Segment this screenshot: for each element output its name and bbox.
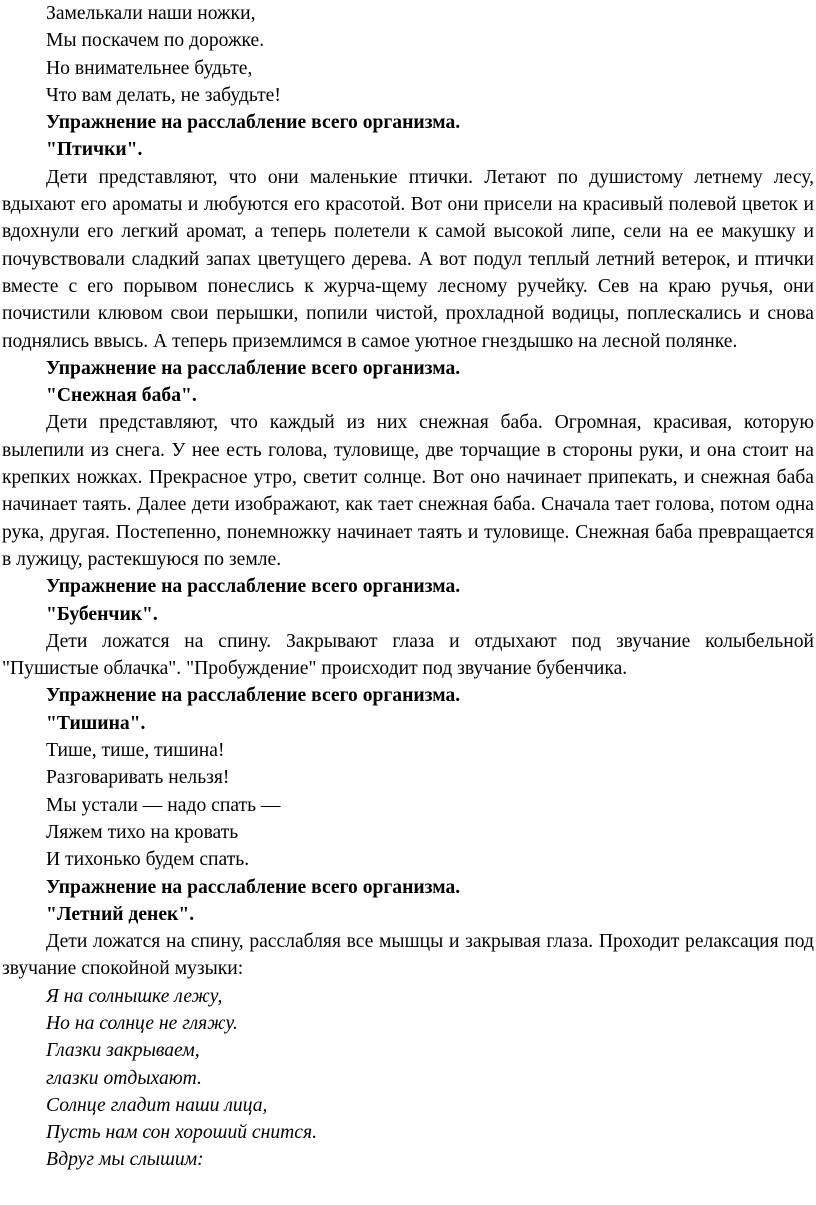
poem-line: Пусть нам сон хороший снится. bbox=[46, 1122, 318, 1144]
section-text: Дети представляют, что каждый из них снежная баба. Огромная, красивая, которую вылепили из снега. У нее есть голова, туловище, две торчащие в стороны руки, и она стоит на крепких ножках. Прекрасное утро, светит солнце. Вот оно начинает припекать, и снежная баба начинает таять. Далее дети изображают, как тает снежная баба. Сначала тает голова, потом одна рука, другая. Постепенно, понемножку начинает таять и туловище. Снежная баба превращается в лужицу, растекшуюся по земле. bbox=[2, 412, 814, 570]
section-heading: Упражнение на расслабление всего организма. bbox=[46, 685, 461, 707]
poem-line: Но на солнце не гляжу. bbox=[46, 1012, 238, 1034]
poem-line: Но внимательнее будьте, bbox=[46, 57, 253, 79]
section-title: "Бубенчик". bbox=[46, 603, 158, 625]
section-heading: Упражнение на расслабление всего организма. bbox=[46, 357, 461, 379]
intro-poem bbox=[2, 0, 814, 109]
section-title: "Снежная баба". bbox=[46, 385, 197, 407]
section-heading: Упражнение на расслабление всего организма. bbox=[46, 112, 461, 134]
poem-line: Замелькали наши ножки, bbox=[46, 3, 256, 24]
section-heading: Упражнение на расслабление всего организма. bbox=[46, 876, 461, 898]
exercise-section-silence bbox=[2, 682, 814, 873]
section-text: Дети представляют, что они маленькие птички. Летают по душистому летнему лесу, вдыхают его ароматы и любуются его красотой. Вот они присели на красивый полевой цветок и вдохнули его легкий аромат, а теперь полетели к самой высокой липе, сели на ее макушку и почувствовали сладкий запах цветущего дерева. А вот подул теплый летний ветерок, и птички вместе с его порывом понеслись к журча-щему лесному ручейку. Сев на краю ручья, они почистили клювом свои перышки, попили чистой, прохладной водицы, поплескались и снова поднялись ввысь. А теперь приземлимся в самое уютное гнездышко на лесной полянке. bbox=[2, 166, 814, 352]
section-heading: Упражнение на расслабление всего организма. bbox=[46, 576, 461, 598]
poem-line: Вдруг мы слышим: bbox=[46, 1149, 204, 1171]
poem-line: глазки отдыхают. bbox=[46, 1067, 202, 1089]
poem-line: Разговаривать нельзя! bbox=[46, 767, 230, 789]
poem-line: Мы поскачем по дорожке. bbox=[46, 30, 265, 52]
exercise-section-summer-day bbox=[2, 874, 814, 1174]
section-title: "Тишина". bbox=[46, 712, 146, 734]
poem-line: Тише, тише, тишина! bbox=[46, 740, 225, 762]
exercise-section-bell bbox=[2, 573, 814, 682]
poem-line: Мы устали — надо спать — bbox=[46, 794, 281, 816]
section-title: "Летний денек". bbox=[46, 903, 195, 925]
poem-line: Что вам делать, не забудьте! bbox=[46, 84, 281, 106]
poem-line: Я на солнышке лежу, bbox=[46, 985, 223, 1007]
poem-line: Глазки закрываем, bbox=[46, 1040, 200, 1062]
exercise-section-birds bbox=[2, 109, 814, 355]
exercise-section-snowman bbox=[2, 355, 814, 573]
poem-line: Солнце гладит наши лица, bbox=[46, 1094, 268, 1116]
section-title: "Птички". bbox=[46, 139, 143, 161]
section-text: Дети ложатся на спину. Закрывают глаза и отдыхают под звучание колыбельной "Пушистые облачка". "Пробуждение" происходит под звучание бубенчика. bbox=[2, 630, 814, 680]
poem-line: И тихонько будем спать. bbox=[46, 849, 250, 871]
section-text: Дети ложатся на спину, расслабляя все мышцы и закрывая глаза. Проходит релаксация под звучание спокойной музыки: bbox=[2, 931, 814, 980]
poem-line: Ляжем тихо на кровать bbox=[46, 821, 239, 843]
